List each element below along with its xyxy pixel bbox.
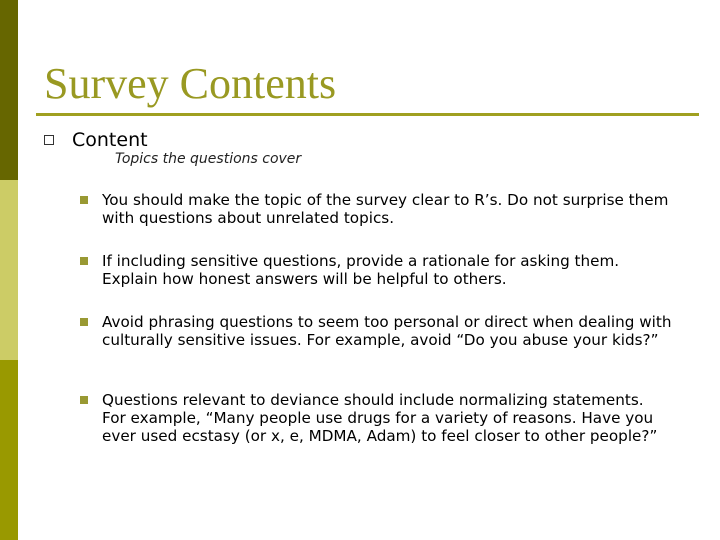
- side-bar-light: [0, 180, 18, 360]
- list-item: [80, 313, 680, 349]
- slide-title: Survey Contents: [44, 59, 337, 108]
- heading-text: Content: [72, 129, 148, 151]
- side-bar-olive: [0, 360, 18, 540]
- list-item: [80, 191, 680, 227]
- hollow-square-bullet-icon: [44, 135, 54, 145]
- subheading: Topics the questions cover: [115, 151, 302, 167]
- square-bullet-icon: [80, 318, 88, 326]
- list-item-text: Avoid phrasing questions to seem too personal or direct when dealing with culturally sensitive issues. For example, avoid “Do you abuse your kids?”: [102, 313, 672, 349]
- heading-bullet: [44, 129, 148, 151]
- square-bullet-icon: [80, 396, 88, 404]
- square-bullet-icon: [80, 257, 88, 265]
- list-item-text: You should make the topic of the survey clear to R’s. Do not surprise them with questions about unrelated topics.: [102, 191, 669, 227]
- side-bar-dark: [0, 0, 18, 180]
- list-item: [80, 391, 680, 445]
- list-item: [80, 252, 680, 288]
- title-divider: [36, 113, 699, 116]
- list-item-text: Questions relevant to deviance should include normalizing statements. For example, “Many people use drugs for a variety of reasons. Have you ever used ecstasy (or x, e, MDMA, Adam) to feel closer to other people?”: [102, 391, 658, 445]
- square-bullet-icon: [80, 196, 88, 204]
- list-item-text: If including sensitive questions, provide a rationale for asking them. Explain how honest answers will be helpful to others.: [102, 252, 620, 288]
